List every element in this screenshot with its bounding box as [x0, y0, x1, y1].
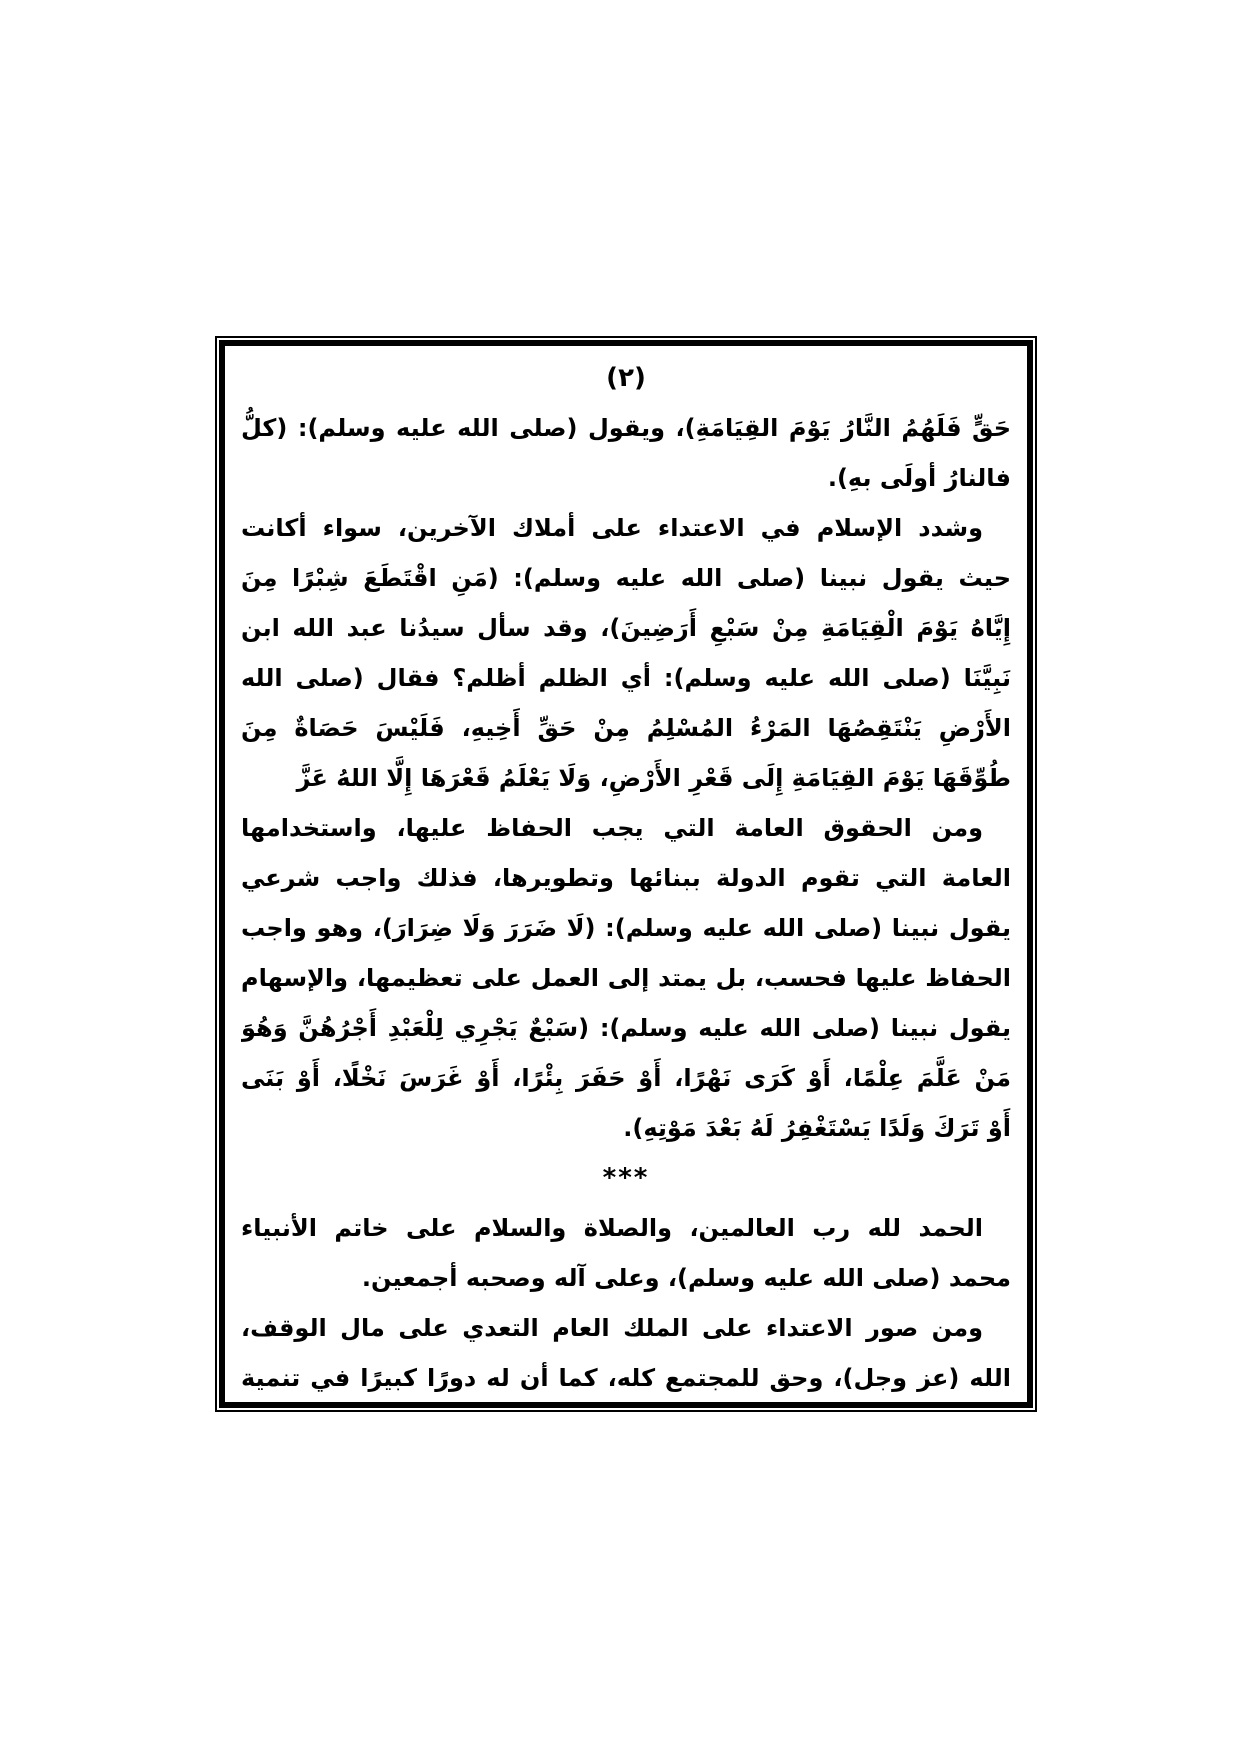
text-line: إِيَّاهُ يَوْمَ الْقِيَامَةِ مِنْ سَبْعِ أَرَضِينَ)، وقد سأل سيدُنا عبد الله ابن — [241, 614, 1011, 642]
text-area — [219, 340, 1033, 1408]
text-line: العامة التي تقوم الدولة ببنائها وتطويرها، فذلك واجب شرعي — [241, 864, 1011, 892]
text-line: وشدد الإسلام في الاعتداء على أملاك الآخرين، سواء أكانت — [241, 514, 983, 542]
text-line: حَقٍّ فَلَهُمُ النَّارُ يَوْمَ القِيَامَةِ)، ويقول (صلى الله عليه وسلم): (كلُّ — [241, 414, 1011, 442]
text-line: الله (عز وجل)، وحق للمجتمع كله، كما أن له دورًا كبيرًا في تنمية — [241, 1364, 1011, 1392]
text-line: يقول نبينا (صلى الله عليه وسلم): (لَا ضَرَرَ وَلَا ضِرَارَ)، وهو واجب — [241, 914, 1011, 942]
text-line: الحفاظ عليها فحسب، بل يمتد إلى العمل على تعظيمها، والإسهام — [241, 964, 1011, 992]
text-line: أَوْ تَرَكَ وَلَدًا يَسْتَغْفِرُ لَهُ بَعْدَ مَوْتِهِ). — [623, 1114, 1011, 1142]
text-line: الحمد لله رب العالمين، والصلاة والسلام على خاتم الأنبياء — [241, 1214, 983, 1242]
text-line: محمد (صلى الله عليه وسلم)، وعلى آله وصحبه أجمعين. — [361, 1264, 1011, 1292]
text-line: حيث يقول نبينا (صلى الله عليه وسلم): (مَنِ اقْتَطَعَ شِبْرًا مِنَ — [241, 564, 1011, 592]
text-line: يقول نبينا (صلى الله عليه وسلم): (سَبْعٌ يَجْرِي لِلْعَبْدِ أَجْرُهُنَّ وَهُوَ — [241, 1014, 1011, 1042]
text-line: ومن صور الاعتداء على الملك العام التعدي على مال الوقف، — [241, 1314, 983, 1342]
text-line: فالنارُ أولَى بهِ). — [827, 464, 1011, 492]
text-line: مَنْ عَلَّمَ عِلْمًا، أَوْ كَرَى نَهْرًا، أَوْ حَفَرَ بِئْرًا، أَوْ غَرَسَ نَخْلًا، أَوْ بَنَى — [241, 1064, 1011, 1092]
section-separator: *** — [602, 1163, 650, 1193]
text-line: نَبِيَّنَا (صلى الله عليه وسلم): أي الظلم أظلم؟ فقال (صلى الله — [241, 664, 1011, 692]
text-line: طُوِّقَهَا يَوْمَ القِيَامَةِ إِلَى قَعْرِ الأَرْضِ، وَلَا يَعْلَمُ قَعْرَهَا إِلَّا اللهُ عَزَّ — [296, 764, 1011, 792]
page-number: (٢) — [606, 363, 646, 393]
text-line: ومن الحقوق العامة التي يجب الحفاظ عليها، واستخدامها — [241, 814, 983, 842]
text-line: الأَرْضِ يَنْتَقِصُهَا المَرْءُ المُسْلِمُ مِنْ حَقِّ أَخِيهِ، فَلَيْسَ حَصَاةٌ مِنَ — [241, 714, 1011, 742]
page-border-frame — [215, 336, 1037, 1412]
